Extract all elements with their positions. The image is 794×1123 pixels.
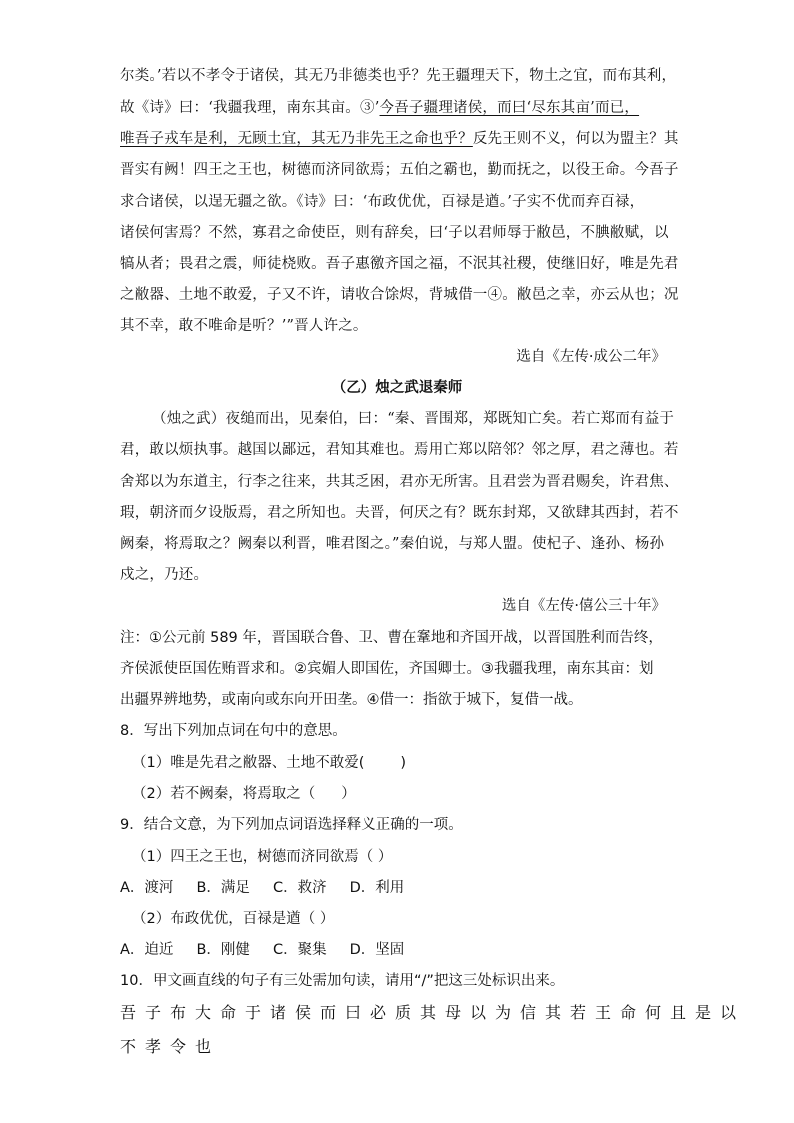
passage-a-line-5: 求合诸侯，以逞无疆之欲。《诗》曰：‘布政优优，百禄是遒。’子实不优而弃百禄， <box>120 194 645 210</box>
question-10-sequence-line-1: 吾子布大命于诸侯而曰必质其母以为信其若王命何且是以 <box>120 1003 746 1022</box>
passage-a-line-7: 犒从者；畏君之震，师徒桡败。吾子惠徼齐国之福，不泯其社稷，使继旧好，唯是先君 <box>120 256 679 272</box>
passage-a-line-9: 其不幸，敢不唯命是听？’”晋人许之。 <box>120 318 368 334</box>
question-8-1-text: （1）唯是先君之敝器、土地不敢爱( <box>132 755 365 771</box>
passage-b-line-5: 阙秦，将焉取之？阙秦以利晋，唯君图之。”秦伯说，与郑人盟。使杞子、逢孙、杨孙 <box>120 536 665 552</box>
question-9-1-options: A．渡河 B．满足 C．救济 D．利用 <box>120 880 405 896</box>
passage-b-source: 选自《左传·僖公三十年》 <box>501 598 666 614</box>
passage-b-line-1: （烛之武）夜缒而出，见秦伯，曰：“秦、晋围郑，郑既知亡矣。若亡郑而有益于 <box>152 411 675 427</box>
question-8-2-close: ） <box>341 786 356 802</box>
passage-a-line-2 <box>120 98 680 118</box>
underlined-sentence: 今吾子疆理诸侯，而曰‘尽东其亩’而已， <box>379 100 640 116</box>
underlined-sentence-cont: 唯吾子戎车是利，无顾土宜，其无乃非先王之命也乎？ <box>120 131 473 147</box>
passage-a-source: 选自《左传·成公二年》 <box>516 349 666 365</box>
passage-a-line-6: 诸侯何害焉？不然，寡君之命使臣，则有辞矣，曰‘子以君师辱于敝邑，不腆敝赋，以 <box>120 225 669 241</box>
passage-a-text: 反先王则不义，何以为盟主？其 <box>472 131 679 147</box>
question-9-2: （2）布政优优，百禄是遒（ ） <box>132 911 335 927</box>
question-8-1-close: ) <box>400 755 407 771</box>
passage-b-line-4: 瑕，朝济而夕设版焉，君之所知也。夫晋，何厌之有？既东封郑，又欲肆其西封，若不 <box>120 505 679 521</box>
question-8-2-text: （2）若不阙秦，将焉取之（ <box>132 786 316 802</box>
question-10-sequence-line-2: 不孝令也 <box>120 1037 221 1056</box>
note-line-1: 注：①公元前 589 年，晋国联合鲁、卫、曹在鞌地和齐国开战，以晋国胜利而告终， <box>120 630 663 646</box>
note-line-2: 齐侯派使臣国佐贿晋求和。②宾媚人即国佐，齐国卿士。③我疆我理，南东其亩：划 <box>120 661 654 677</box>
question-9-2-options: A．迫近 B．刚健 C．聚集 D．坚固 <box>120 942 405 958</box>
passage-a-text: 故《诗》曰：‘我疆我理，南东其亩。③’ <box>120 100 380 116</box>
question-8-2 <box>132 784 692 804</box>
passage-a-line-3 <box>120 129 680 149</box>
question-8: 8．写出下列加点词在句中的意思。 <box>120 723 347 739</box>
question-8-1 <box>132 753 692 773</box>
note-line-3: 出疆界辨地势，或南向或东向开田垄。④借一：指欲于城下，复借一战。 <box>120 692 583 708</box>
passage-b-title: （乙）烛之武退秦师 <box>331 379 463 396</box>
question-10: 10．甲文画直线的句子有三处需加句读，请用“/”把这三处标识出来。 <box>120 973 565 989</box>
question-9: 9．结合文意，为下列加点词语选择释义正确的一项。 <box>120 817 463 833</box>
passage-a-line-1: 尔类。’若以不孝令于诸侯，其无乃非德类也乎？先王疆理天下，物土之宜，而布其利， <box>120 68 677 84</box>
passage-b-line-6: 戍之，乃还。 <box>120 567 209 583</box>
question-9-1: （1）四王之王也，树德而济同欲焉（ ） <box>132 849 393 865</box>
passage-a-line-4: 晋实有阙！四王之王也，树德而济同欲焉；五伯之霸也，勤而抚之，以役王命。今吾子 <box>120 162 679 178</box>
passage-b-line-3: 舍郑以为东道主，行李之往来，共其乏困，君亦无所害。且君尝为晋君赐矣，许君焦、 <box>120 474 679 490</box>
passage-b-line-2: 君，敢以烦执事。越国以鄙远，君知其难也。焉用亡郑以陪邻？邻之厚，君之薄也。若 <box>120 442 679 458</box>
passage-a-line-8: 之敝器、土地不敢爱，子又不许，请收合馀烬，背城借一④。敝邑之幸，亦云从也；况 <box>120 287 679 303</box>
